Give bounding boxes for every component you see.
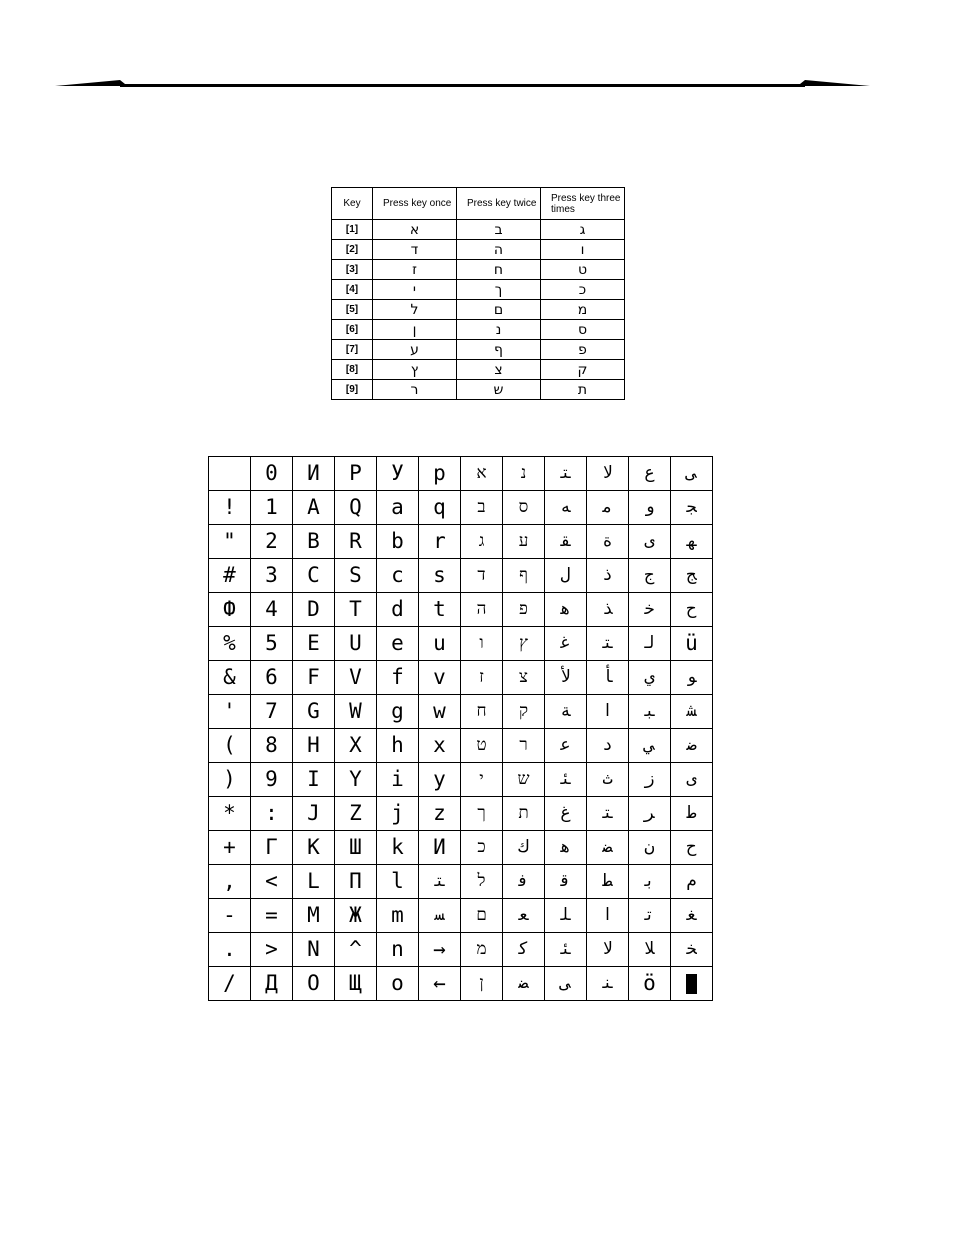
char-cell: ﺍ [587, 899, 629, 933]
char-grid-row [209, 899, 713, 933]
key-cell: [4] [332, 280, 373, 300]
press-three-times-cell: ק [541, 360, 625, 380]
press-three-times-cell: ט [541, 260, 625, 280]
char-cell: t [419, 593, 461, 627]
key-cell: [2] [332, 240, 373, 260]
char-cell: < [251, 865, 293, 899]
char-cell: ל [461, 865, 503, 899]
char-cell: Y [335, 763, 377, 797]
char-cell: s [419, 559, 461, 593]
char-cell: ﻻ [587, 457, 629, 491]
char-grid-row [209, 627, 713, 661]
press-three-times-header: Press key three times [541, 188, 625, 220]
char-cell: , [209, 865, 251, 899]
char-cell: a [377, 491, 419, 525]
char-grid-row [209, 559, 713, 593]
char-cell: Г [251, 831, 293, 865]
char-cell: ﺿ [671, 729, 713, 763]
char-cell: ﻀ [587, 831, 629, 865]
char-cell: 1 [251, 491, 293, 525]
char-cell: ג [461, 525, 503, 559]
character-set-grid [208, 456, 713, 1001]
char-cell: . [209, 933, 251, 967]
press-once-cell: ע [373, 340, 457, 360]
char-cell: J [293, 797, 335, 831]
char-cell: ﻐ [671, 899, 713, 933]
key-table-row [332, 260, 625, 280]
char-cell: ط [671, 797, 713, 831]
char-cell: ה [461, 593, 503, 627]
char-cell [671, 967, 713, 1001]
char-cell: ט [461, 729, 503, 763]
char-cell: Ш [335, 831, 377, 865]
char-cell: ﺨ [671, 933, 713, 967]
key-table-row [332, 240, 625, 260]
char-cell: ﻫ [545, 593, 587, 627]
char-cell: 7 [251, 695, 293, 729]
char-cell: 2 [251, 525, 293, 559]
key-table-row [332, 280, 625, 300]
char-cell: = [251, 899, 293, 933]
char-cell: ﺌ [545, 933, 587, 967]
char-cell: ﻛ [503, 933, 545, 967]
char-cell: ! [209, 491, 251, 525]
char-cell: ז [461, 661, 503, 695]
char-cell: ﻓ [503, 865, 545, 899]
char-grid-row [209, 661, 713, 695]
char-cell: ש [503, 763, 545, 797]
char-cell: ( [209, 729, 251, 763]
char-cell: ﺠ [671, 491, 713, 525]
press-once-cell: א [373, 220, 457, 240]
char-cell: ﺡ [671, 593, 713, 627]
press-once-cell: י [373, 280, 457, 300]
char-cell: ר [503, 729, 545, 763]
key-table-row [332, 360, 625, 380]
char-cell: V [335, 661, 377, 695]
char-grid-row [209, 797, 713, 831]
press-once-cell: ל [373, 300, 457, 320]
char-cell: - [209, 899, 251, 933]
char-cell: И [419, 831, 461, 865]
char-cell: j [377, 797, 419, 831]
char-grid-row [209, 967, 713, 1001]
char-cell: 4 [251, 593, 293, 627]
char-cell: כ [461, 831, 503, 865]
char-cell: 5 [251, 627, 293, 661]
char-cell: ﻥ [629, 831, 671, 865]
char-cell: R [335, 525, 377, 559]
char-cell: X [335, 729, 377, 763]
char-cell: ﺌ [545, 763, 587, 797]
char-cell: ﺮ [629, 797, 671, 831]
char-cell: i [377, 763, 419, 797]
char-cell: ﻬ [671, 525, 713, 559]
press-twice-cell: ח [457, 260, 541, 280]
char-cell: o [377, 967, 419, 1001]
press-three-times-cell: כ [541, 280, 625, 300]
char-cell: ← [419, 967, 461, 1001]
press-twice-cell: ך [457, 280, 541, 300]
char-grid-row [209, 491, 713, 525]
char-cell: c [377, 559, 419, 593]
char-cell: ا [587, 695, 629, 729]
char-cell: ב [461, 491, 503, 525]
char-cell: ﻀ [503, 967, 545, 1001]
press-three-times-cell: ס [541, 320, 625, 340]
char-cell: ﺓ [587, 525, 629, 559]
char-cell: ﻄ [587, 865, 629, 899]
char-cell: ﺞ [671, 559, 713, 593]
key-cell: [9] [332, 380, 373, 400]
char-cell: ﻗ [545, 865, 587, 899]
press-once-cell: ד [373, 240, 457, 260]
char-cell: Z [335, 797, 377, 831]
char-cell: ﺔ [545, 695, 587, 729]
char-cell: u [419, 627, 461, 661]
char-cell: פ [503, 593, 545, 627]
press-twice-cell: צ [457, 360, 541, 380]
char-cell: > [251, 933, 293, 967]
char-cell: q [419, 491, 461, 525]
key-column-header: Key [332, 188, 373, 220]
char-cell: T [335, 593, 377, 627]
char-cell: K [293, 831, 335, 865]
char-cell: : [251, 797, 293, 831]
char-cell: ח [461, 695, 503, 729]
char-cell: ' [209, 695, 251, 729]
solid-block-glyph [686, 974, 697, 994]
press-once-cell: ז [373, 260, 457, 280]
char-cell: ) [209, 763, 251, 797]
char-cell: m [377, 899, 419, 933]
press-three-times-cell: פ [541, 340, 625, 360]
char-cell: O [293, 967, 335, 1001]
key-cell: [5] [332, 300, 373, 320]
char-cell: ﻟ [629, 627, 671, 661]
char-cell: ﻮ [671, 661, 713, 695]
char-cell: l [377, 865, 419, 899]
char-cell: ﻭ [629, 491, 671, 525]
char-cell: v [419, 661, 461, 695]
char-cell: ^ [335, 933, 377, 967]
char-cell: A [293, 491, 335, 525]
char-cell: ﺝ [629, 559, 671, 593]
char-cell: И [293, 457, 335, 491]
key-mapping-table [331, 187, 625, 400]
char-cell: ﺩ [587, 729, 629, 763]
press-once-cell: ץ [373, 360, 457, 380]
char-cell: Ж [335, 899, 377, 933]
char-cell: M [293, 899, 335, 933]
char-cell: D [293, 593, 335, 627]
char-cell: י [461, 763, 503, 797]
char-cell: ﻟﺎ [587, 933, 629, 967]
char-cell: Щ [335, 967, 377, 1001]
char-cell: ﻋ [545, 729, 587, 763]
press-twice-cell: ף [457, 340, 541, 360]
char-cell: ף [503, 559, 545, 593]
char-cell: ﻯ [629, 525, 671, 559]
char-cell: Q [335, 491, 377, 525]
press-three-times-cell: ו [541, 240, 625, 260]
char-cell: צ [503, 661, 545, 695]
char-cell: 8 [251, 729, 293, 763]
char-cell: ﻲ [629, 729, 671, 763]
char-cell: " [209, 525, 251, 559]
char-cell: L [293, 865, 335, 899]
header-rule [0, 0, 954, 100]
char-cell: ﺘ [587, 797, 629, 831]
press-three-times-cell: ת [541, 380, 625, 400]
char-cell: ﻣ [587, 491, 629, 525]
key-cell: [6] [332, 320, 373, 340]
char-cell: / [209, 967, 251, 1001]
char-cell: B [293, 525, 335, 559]
char-cell: + [209, 831, 251, 865]
char-cell: ק [503, 695, 545, 729]
char-cell: 9 [251, 763, 293, 797]
char-cell: ع [629, 457, 671, 491]
char-cell: 3 [251, 559, 293, 593]
char-cell: ﺡ [671, 831, 713, 865]
char-cell: Ф [209, 593, 251, 627]
char-cell: d [377, 593, 419, 627]
char-cell: % [209, 627, 251, 661]
char-cell: 0 [251, 457, 293, 491]
key-cell: [7] [332, 340, 373, 360]
char-grid-row [209, 763, 713, 797]
char-cell: ﻨ [587, 967, 629, 1001]
char-cell: e [377, 627, 419, 661]
press-once-cell: ן [373, 320, 457, 340]
char-cell: P [335, 457, 377, 491]
char-cell: g [377, 695, 419, 729]
press-twice-cell: ש [457, 380, 541, 400]
char-cell: ﺙ [587, 763, 629, 797]
char-cell: w [419, 695, 461, 729]
char-cell: У [377, 457, 419, 491]
press-three-times-cell: מ [541, 300, 625, 320]
char-grid-row [209, 933, 713, 967]
char-cell: ﻰ [671, 457, 713, 491]
key-table-header-row [332, 188, 625, 220]
char-cell: 6 [251, 661, 293, 695]
char-cell: ﻫ [545, 831, 587, 865]
char-cell: ן [461, 967, 503, 1001]
char-cell: ﺘ [545, 457, 587, 491]
char-cell: ﻝ [545, 559, 587, 593]
char-cell: נ [503, 457, 545, 491]
char-cell: מ [461, 933, 503, 967]
key-cell: [1] [332, 220, 373, 240]
press-once-header: Press key once [373, 188, 457, 220]
char-cell: ö [629, 967, 671, 1001]
char-grid-row [209, 525, 713, 559]
char-cell: n [377, 933, 419, 967]
char-cell: ﻙ [503, 831, 545, 865]
char-cell: ﺒ [629, 695, 671, 729]
char-cell: b [377, 525, 419, 559]
char-cell: * [209, 797, 251, 831]
char-cell: r [419, 525, 461, 559]
char-cell: ﺘ [587, 627, 629, 661]
char-cell: ü [671, 627, 713, 661]
press-twice-cell: ה [457, 240, 541, 260]
char-grid-row [209, 831, 713, 865]
char-grid-row [209, 729, 713, 763]
char-cell: ﺯ [629, 763, 671, 797]
char-cell: ﺴ [419, 899, 461, 933]
char-cell: ﻱ [629, 661, 671, 695]
char-cell: ﻰ [545, 967, 587, 1001]
char-cell: F [293, 661, 335, 695]
char-cell: W [335, 695, 377, 729]
press-three-times-cell: ג [541, 220, 625, 240]
char-cell: ס [503, 491, 545, 525]
char-cell: ﻍ [545, 797, 587, 831]
char-cell: E [293, 627, 335, 661]
char-cell: ﺘ [419, 865, 461, 899]
char-cell: ם [461, 899, 503, 933]
char-cell: # [209, 559, 251, 593]
char-cell: Д [251, 967, 293, 1001]
char-cell: x [419, 729, 461, 763]
key-cell: [8] [332, 360, 373, 380]
char-cell: z [419, 797, 461, 831]
char-cell: N [293, 933, 335, 967]
char-cell: ﺧ [629, 593, 671, 627]
char-cell: f [377, 661, 419, 695]
key-table-row [332, 340, 625, 360]
press-twice-cell: ב [457, 220, 541, 240]
char-cell: ﺗ [629, 899, 671, 933]
char-cell: ﻌ [503, 899, 545, 933]
char-grid-row [209, 865, 713, 899]
char-cell: ﻡ [671, 865, 713, 899]
press-once-cell: ר [373, 380, 457, 400]
char-cell: ﻯ [671, 763, 713, 797]
key-table-row [332, 380, 625, 400]
char-cell: G [293, 695, 335, 729]
char-cell: ﻘ [545, 525, 587, 559]
char-cell: ﺄ [587, 661, 629, 695]
char-cell: ﻪ [545, 491, 587, 525]
char-cell: y [419, 763, 461, 797]
char-cell: h [377, 729, 419, 763]
key-table-row [332, 300, 625, 320]
char-cell: S [335, 559, 377, 593]
char-cell: ת [503, 797, 545, 831]
char-cell: → [419, 933, 461, 967]
char-cell: ﺸ [671, 695, 713, 729]
char-grid-row [209, 695, 713, 729]
char-cell: ﺬ [587, 593, 629, 627]
char-cell: H [293, 729, 335, 763]
char-cell: א [461, 457, 503, 491]
char-cell: ץ [503, 627, 545, 661]
char-cell: ﻏ [545, 627, 587, 661]
key-cell: [3] [332, 260, 373, 280]
char-cell: k [377, 831, 419, 865]
char-cell: ﻷ [545, 661, 587, 695]
char-cell: ﻠ [545, 899, 587, 933]
char-cell: ך [461, 797, 503, 831]
char-cell: p [419, 457, 461, 491]
char-cell [209, 457, 251, 491]
char-cell: ע [503, 525, 545, 559]
char-grid-row [209, 593, 713, 627]
char-cell: ﺫ [587, 559, 629, 593]
char-cell: I [293, 763, 335, 797]
char-cell: & [209, 661, 251, 695]
key-table-row [332, 220, 625, 240]
char-cell: П [335, 865, 377, 899]
char-cell: C [293, 559, 335, 593]
press-twice-cell: נ [457, 320, 541, 340]
key-table-row [332, 320, 625, 340]
char-cell: ﻼ [629, 933, 671, 967]
char-cell: ﺑ [629, 865, 671, 899]
char-grid-row [209, 457, 713, 491]
char-cell: ו [461, 627, 503, 661]
char-cell: U [335, 627, 377, 661]
char-cell: ד [461, 559, 503, 593]
press-twice-header: Press key twice [457, 188, 541, 220]
press-twice-cell: ם [457, 300, 541, 320]
